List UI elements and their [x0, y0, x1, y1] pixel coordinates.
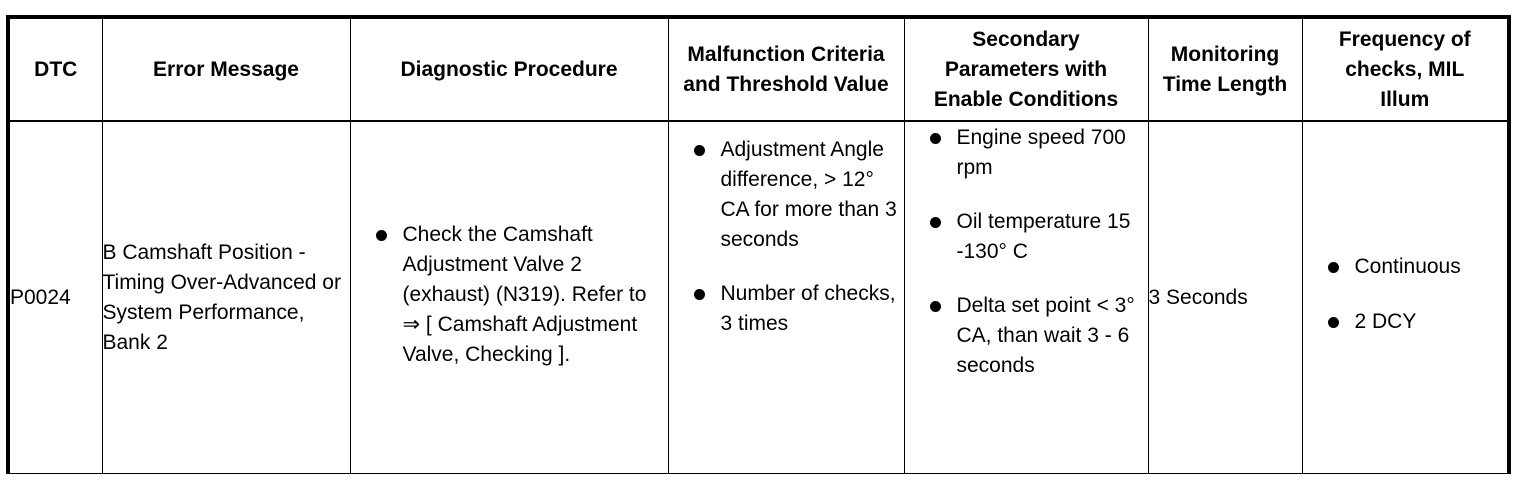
dtc-table [6, 15, 1511, 474]
criteria-item: Adjustment Angle difference, > 12° CA for more than 3 seconds [669, 135, 904, 255]
malfunction-criteria-cell [668, 121, 904, 474]
header-secondary-parameters: Secondary Parameters with Enable Conditions [904, 17, 1148, 121]
secondary-parameters-cell [904, 121, 1148, 474]
procedure-item: Check the Camshaft Adjustment Valve 2 (exhaust) (N319). Refer to ⇒ [ Camshaft Adjustment Valve, Checking ]. [351, 220, 662, 370]
header-error-message: Error Message [102, 17, 350, 121]
frequency-item: 2 DCY [1303, 307, 1508, 337]
header-row [8, 17, 1509, 121]
header-frequency: Frequency of checks, MIL Illum [1302, 17, 1509, 121]
frequency-cell [1302, 121, 1509, 474]
header-dtc: DTC [8, 17, 102, 121]
table-row [8, 121, 1509, 474]
header-monitoring-time: Monitoring Time Length [1148, 17, 1302, 121]
parameter-item: Engine speed 700 rpm [905, 123, 1148, 183]
parameter-item: Delta set point < 3° CA, than wait 3 - 6 seconds [905, 291, 1148, 381]
frequency-item: Continuous [1303, 252, 1508, 282]
header-diagnostic-procedure: Diagnostic Procedure [350, 17, 668, 121]
dtc-code: P0024 [8, 121, 102, 474]
header-malfunction-criteria: Malfunction Criteria and Threshold Value [668, 17, 904, 121]
error-message: B Camshaft Position - Timing Over-Advanced or System Performance, Bank 2 [102, 121, 350, 474]
diagnostic-procedure-cell [350, 121, 668, 474]
criteria-item: Number of checks, 3 times [669, 279, 904, 339]
monitoring-time: 3 Seconds [1148, 121, 1302, 474]
parameter-item: Oil temperature 15 -130° C [905, 207, 1148, 267]
